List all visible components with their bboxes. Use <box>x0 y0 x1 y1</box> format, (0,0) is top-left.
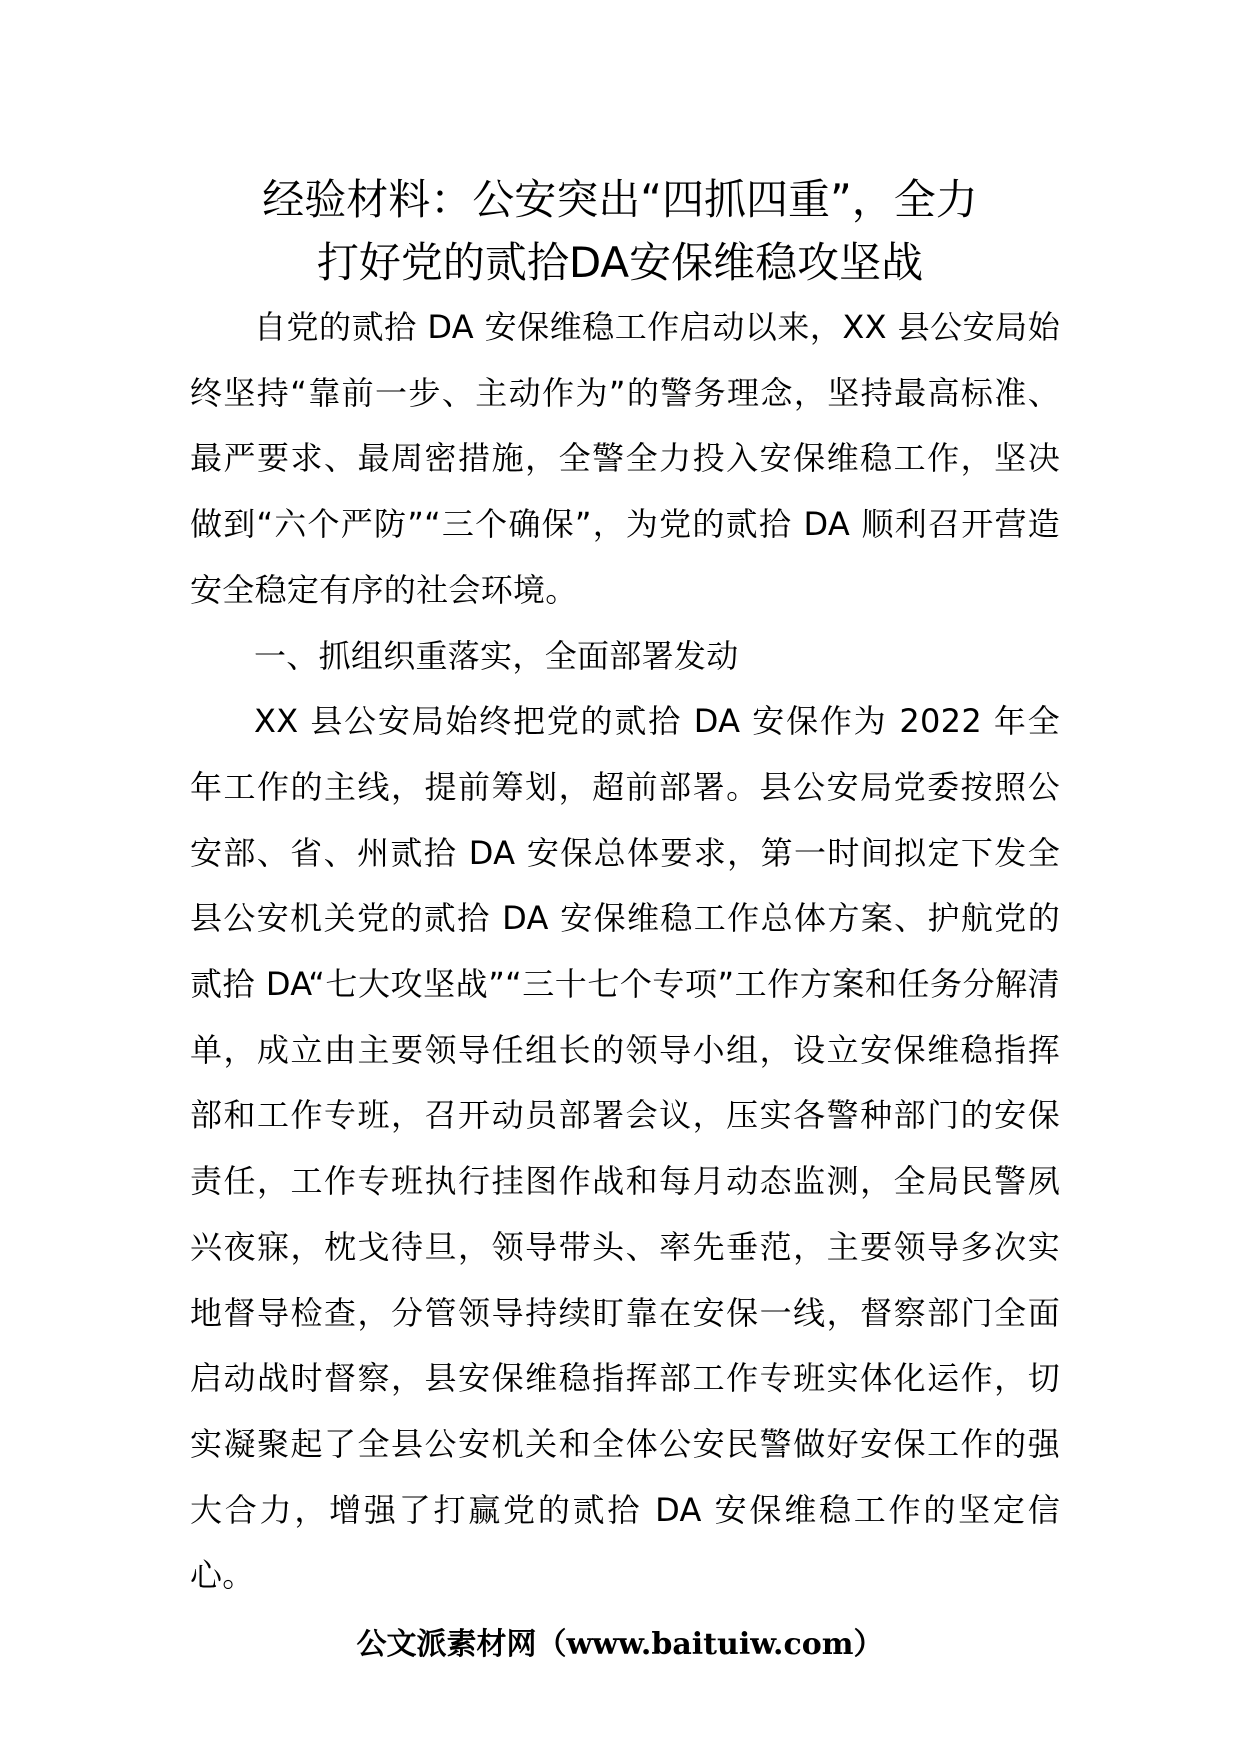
title-line-1: 经验材料：公安突出“四抓四重”，全力 <box>262 175 978 224</box>
section-1-paragraph: XX 县公安局始终把党的贰拾 DA 安保作为 2022 年全年工作的主线，提前筹划，超前部署。县公安局党委按照公安部、省、州贰拾 DA 安保总体要求，第一时间拟定下发全县公安机关党的贰拾 DA 安保维稳工作总体方案、护航党的贰拾 DA“七大攻坚战”“三十七个专项”工作方案和任务分解清单，成立由主要领导任组长的领导小组，设立安保维稳指挥部和工作专班，召开动员部署会议，压实各警种部门的安保责任，工作专班执行挂图作战和每月动态监测，全局民警夙兴夜寐，枕戈待旦，领导带头、率先垂范，主要领导多次实地督导检查，分管领导持续盯靠在安保一线，督察部门全面启动战时督察，县安保维稳指挥部工作专班实体化运作，切实凝聚起了全县公安机关和全体公安民警做好安保工作的强大合力，增强了打赢党的贰拾 DA 安保维稳工作的坚定信心。 <box>190 702 1060 1595</box>
intro-paragraph: 自党的贰拾 DA 安保维稳工作启动以来，XX 县公安局始终坚持“靠前一步、主动作为”的警务理念，坚持最高标准、最严要求、最周密措施，全警全力投入安保维稳工作，坚决做到“六个严防”“三个确保”，为党的贰拾 DA 顺利召开营造安全稳定有序的社会环境。 <box>190 308 1060 609</box>
footer-watermark: 公文派素材网（www.baituiw.com） <box>356 1627 884 1662</box>
document-title <box>170 168 1070 294</box>
section-1-heading: 一、抓组织重落实，全面部署发动 <box>254 636 739 675</box>
title-line-2: 打好党的贰拾DA安保维稳攻坚战 <box>316 238 924 287</box>
document-body <box>190 295 1060 1609</box>
